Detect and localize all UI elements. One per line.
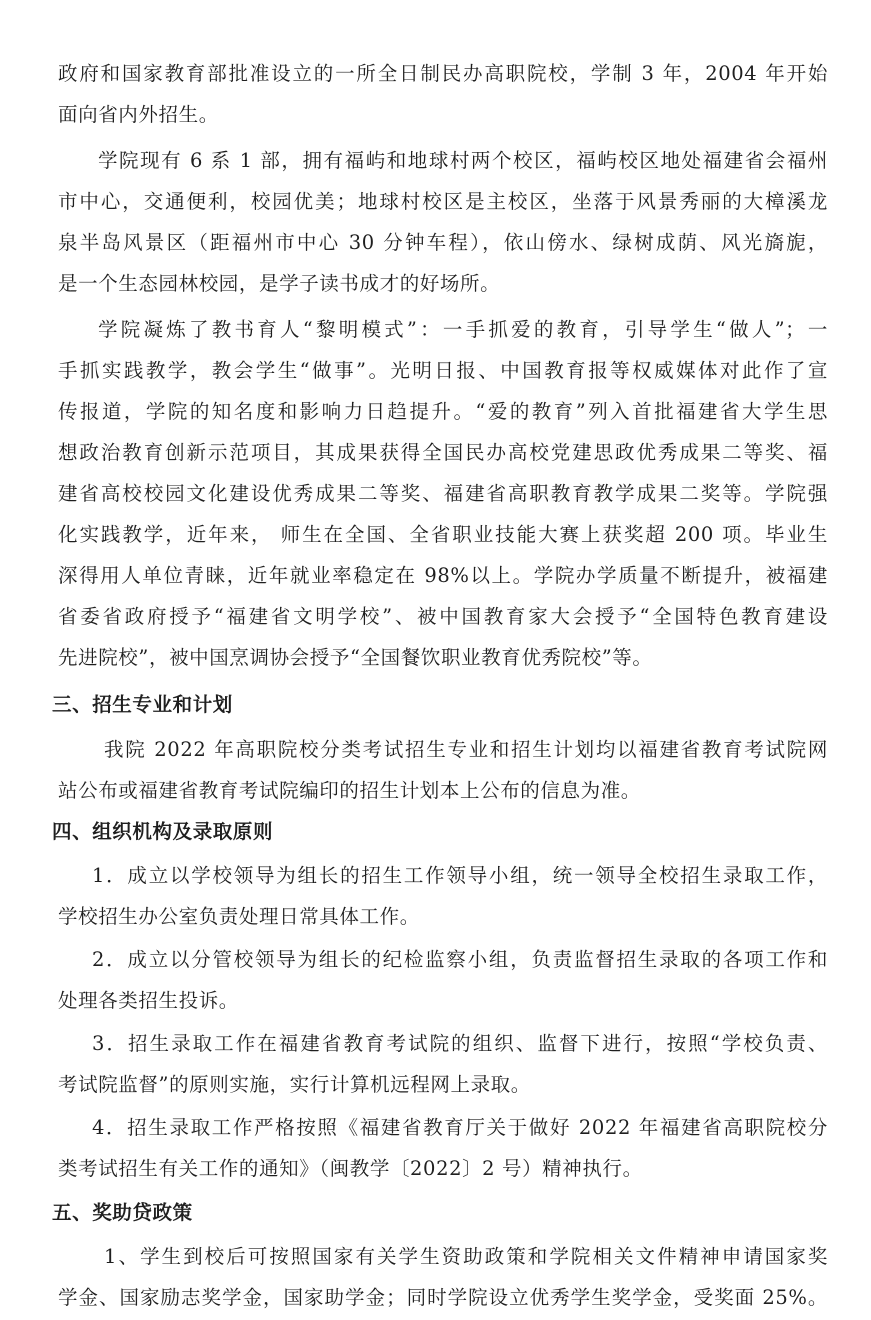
paragraph-model-line-5: 建省高校校园文化建设优秀成果二等奖、福建省高职教育教学成果二奖等。学院强 bbox=[58, 482, 828, 505]
paragraph-model-line-6: 化实践教学，近年来， 师生在全国、全省职业技能大赛上获奖超 200 项。毕业生 bbox=[58, 523, 828, 546]
section-heading-3: 三、招生专业和计划 bbox=[52, 693, 233, 716]
section4-item-2-line-2: 处理各类招生投诉。 bbox=[58, 989, 239, 1012]
section4-item-4-line-2: 类考试招生有关工作的通知》（闽教学〔2022〕2 号）精神执行。 bbox=[58, 1157, 643, 1180]
section4-item-3-line-1: 3．招生录取工作在福建省教育考试院的组织、监督下进行，按照“学校负责、 bbox=[92, 1032, 828, 1055]
section-heading-4: 四、组织机构及录取原则 bbox=[52, 820, 274, 843]
paragraph-model-line-4: 想政治教育创新示范项目，其成果获得全国民办高校党建思政优秀成果二等奖、福 bbox=[58, 441, 828, 464]
section-heading-5: 五、奖助贷政策 bbox=[52, 1201, 193, 1224]
paragraph-model-line-7: 深得用人单位青睐，近年就业率稳定在 98%以上。学院办学质量不断提升，被福建 bbox=[58, 564, 828, 587]
paragraph-campus-line-2: 市中心，交通便利，校园优美；地球村校区是主校区，坐落于风景秀丽的大樟溪龙 bbox=[58, 190, 828, 213]
paragraph-model-line-2: 手抓实践教学，教会学生“做事”。光明日报、中国教育报等权威媒体对此作了宣 bbox=[58, 359, 828, 382]
section5-line-1: 1、学生到校后可按照国家有关学生资助政策和学院相关文件精神申请国家奖 bbox=[104, 1245, 828, 1268]
paragraph-model-line-3: 传报道，学院的知名度和影响力日趋提升。“爱的教育”列入首批福建省大学生思 bbox=[58, 400, 828, 423]
paragraph-campus-line-1: 学院现有 6 系 1 部，拥有福屿和地球村两个校区，福屿校区地处福建省会福州 bbox=[98, 149, 828, 172]
paragraph-intro-line-2: 面向省内外招生。 bbox=[58, 103, 219, 126]
section4-item-1-line-2: 学校招生办公室负责处理日常具体工作。 bbox=[58, 905, 420, 928]
paragraph-model-line-9: 先进院校”，被中国烹调协会授予“全国餐饮职业教育优秀院校”等。 bbox=[58, 646, 653, 669]
section3-line-1: 我院 2022 年高职院校分类考试招生专业和招生计划均以福建省教育考试院网 bbox=[104, 738, 828, 761]
section4-item-4-line-1: 4．招生录取工作严格按照《福建省教育厅关于做好 2022 年福建省高职院校分 bbox=[92, 1116, 828, 1139]
section4-item-3-line-2: 考试院监督”的原则实施，实行计算机远程网上录取。 bbox=[58, 1073, 531, 1096]
paragraph-campus-line-4: 是一个生态园林校园，是学子读书成才的好场所。 bbox=[58, 272, 501, 295]
paragraph-campus-line-3: 泉半岛风景区（距福州市中心 30 分钟车程），依山傍水、绿树成荫、风光旖旎， bbox=[58, 231, 828, 254]
section4-item-1-line-1: 1．成立以学校领导为组长的招生工作领导小组，统一领导全校招生录取工作， bbox=[92, 864, 828, 887]
paragraph-model-line-1: 学院凝炼了教书育人“黎明模式”：一手抓爱的教育，引导学生“做人”；一 bbox=[98, 318, 828, 341]
section3-line-2: 站公布或福建省教育考试院编印的招生计划本上公布的信息为准。 bbox=[58, 779, 641, 802]
paragraph-intro-line-1: 政府和国家教育部批准设立的一所全日制民办高职院校，学制 3 年，2004 年开始 bbox=[58, 62, 828, 85]
paragraph-model-line-8: 省委省政府授予“福建省文明学校”、被中国教育家大会授予“全国特色教育建设 bbox=[58, 605, 828, 628]
section5-line-2: 学金、国家励志奖学金，国家助学金；同时学院设立优秀学生奖学金，受奖面 25%。 bbox=[58, 1286, 828, 1309]
section4-item-2-line-1: 2．成立以分管校领导为组长的纪检监察小组，负责监督招生录取的各项工作和 bbox=[92, 948, 828, 971]
